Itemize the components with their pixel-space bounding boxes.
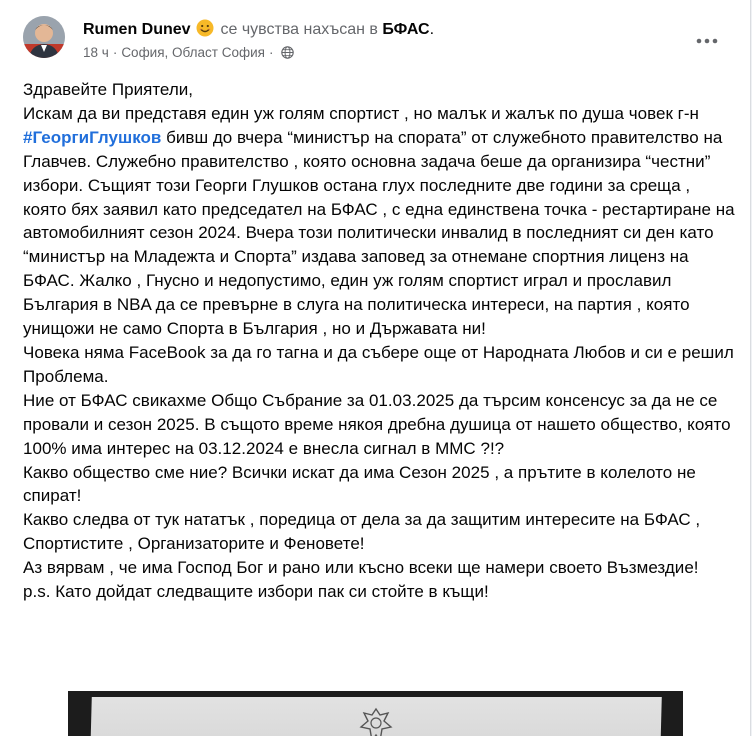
avatar[interactable] <box>23 16 65 58</box>
author-name[interactable]: Rumen Dunev <box>83 21 191 38</box>
post-body-main: бивш до вчера “министър на спората” от служебното правителство на Главчев. Служебно правителство , която основна задача беше да организира “честни” избори. Същият този Георги Глушков остана глух последните две години за среща , която бях заявил като председател на БФАС , с една единствена точка - рестартиране на автомобилният сезон 2024. Вчера този политически инвалид в последният си ден като “министър на Младежта и Спорта” издава заповед за отнемане спортния лиценз на БФАС. Жалко , Гнусно и недопустимо, един уж голям спортист играл и прославил България в NBA да се превърне в слуга на политическа интереси, на партия , която унищожи не само Спорта в България , но и Държавата ни! Човека няма FaceBook за да го тагна и да събере още от Народната Любов и си е решил Проблема. Ние от БФАС свикахме Общо Събрание за 01.03.2025 да търсим консенсус за да не се провали и сезон 2025. В същото време някоя дребна душица от нашето общество, която 100% има интерес на 03.12.2024 е внесла сигнал в ММС ?!? Какво общество сме ние? Всички искат да има Сезон 2025 , а прътите в колелото не спират! Какво следва от тук нататък , поредица от дела за да защитим интересите на БФАС , Спортистите , Организаторите и Феновете! Аз вярвам , че има Господ Бог и рано или късно всеки ще намери своето Възмездие! p.s. Като дойдат следващите избори пак си стойте в къщи! <box>23 127 735 602</box>
hashtag-link[interactable]: #ГеоргиГлушков <box>23 127 162 147</box>
avatar-image <box>23 16 65 58</box>
post-header <box>0 0 750 72</box>
more-dots-icon <box>696 38 718 44</box>
feeling-target-link[interactable]: БФАС <box>382 21 430 38</box>
coat-of-arms-icon <box>353 705 399 736</box>
post-title-line <box>83 19 434 40</box>
meta-separator-2: · <box>268 45 274 60</box>
post-location[interactable]: София, Област София <box>121 45 265 60</box>
smiling-emoji-icon <box>196 19 214 37</box>
globe-icon[interactable] <box>281 46 294 59</box>
post-timestamp[interactable]: 18 ч <box>83 45 109 60</box>
feeling-text: се чувства нахъсан в <box>220 21 378 38</box>
post-attached-image[interactable] <box>68 691 683 736</box>
more-options-button[interactable] <box>688 22 726 60</box>
post-body-intro: Здравейте Приятели, Искам да ви представя един уж голям спортист , но малък и жалък по душа човек г-н <box>23 80 699 123</box>
post-body <box>23 78 735 604</box>
title-period: . <box>429 21 435 38</box>
meta-separator: · <box>112 45 118 60</box>
post-meta <box>83 44 294 61</box>
